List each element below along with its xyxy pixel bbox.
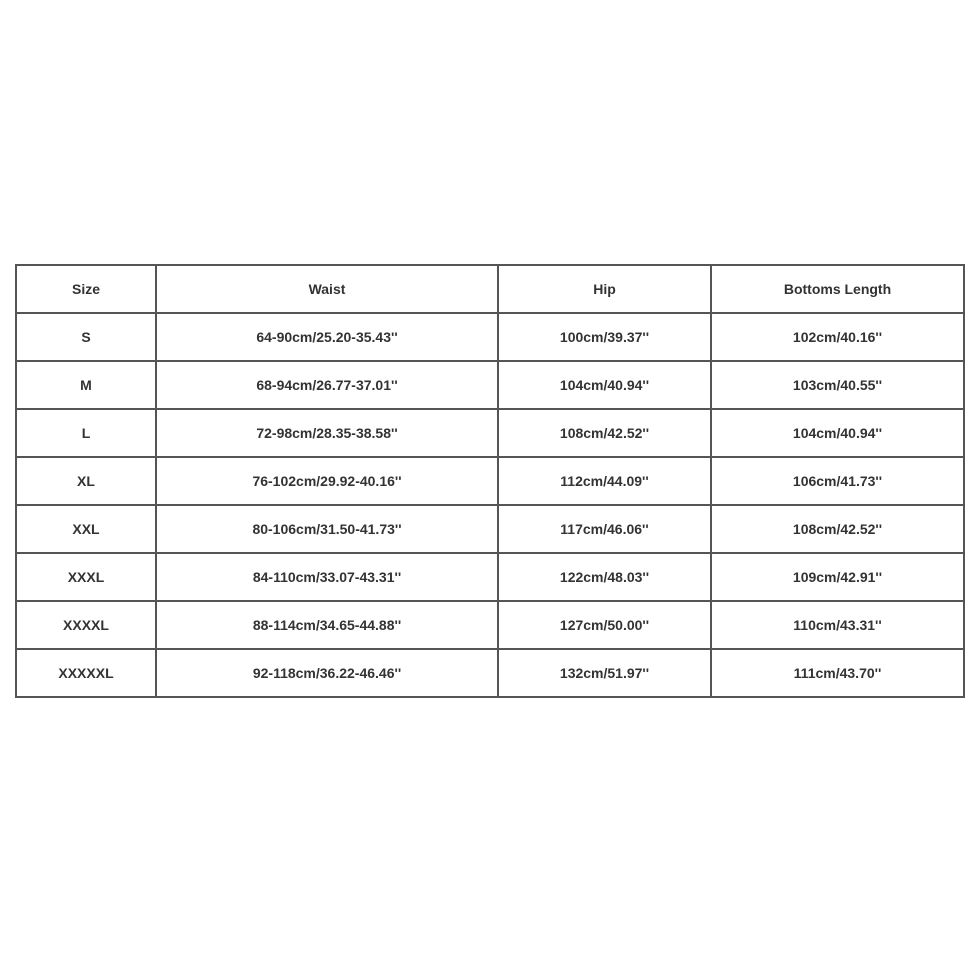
header-bottoms-length: Bottoms Length bbox=[711, 265, 964, 313]
cell-size: XXL bbox=[16, 505, 156, 553]
cell-bottoms-length: 111cm/43.70'' bbox=[711, 649, 964, 697]
size-chart-table bbox=[15, 264, 965, 698]
header-size: Size bbox=[16, 265, 156, 313]
cell-hip: 108cm/42.52'' bbox=[498, 409, 711, 457]
header-row bbox=[16, 265, 964, 313]
cell-size: XXXL bbox=[16, 553, 156, 601]
table-row bbox=[16, 409, 964, 457]
table-row bbox=[16, 649, 964, 697]
cell-hip: 104cm/40.94'' bbox=[498, 361, 711, 409]
cell-bottoms-length: 103cm/40.55'' bbox=[711, 361, 964, 409]
cell-bottoms-length: 106cm/41.73'' bbox=[711, 457, 964, 505]
cell-hip: 112cm/44.09'' bbox=[498, 457, 711, 505]
cell-size: XL bbox=[16, 457, 156, 505]
cell-waist: 80-106cm/31.50-41.73'' bbox=[156, 505, 498, 553]
cell-bottoms-length: 110cm/43.31'' bbox=[711, 601, 964, 649]
header-hip: Hip bbox=[498, 265, 711, 313]
cell-bottoms-length: 104cm/40.94'' bbox=[711, 409, 964, 457]
cell-size: L bbox=[16, 409, 156, 457]
table-row bbox=[16, 601, 964, 649]
cell-size: XXXXXL bbox=[16, 649, 156, 697]
cell-waist: 64-90cm/25.20-35.43'' bbox=[156, 313, 498, 361]
table-row bbox=[16, 361, 964, 409]
cell-bottoms-length: 109cm/42.91'' bbox=[711, 553, 964, 601]
cell-waist: 68-94cm/26.77-37.01'' bbox=[156, 361, 498, 409]
table-row bbox=[16, 553, 964, 601]
cell-waist: 84-110cm/33.07-43.31'' bbox=[156, 553, 498, 601]
cell-hip: 122cm/48.03'' bbox=[498, 553, 711, 601]
table-row bbox=[16, 505, 964, 553]
cell-waist: 76-102cm/29.92-40.16'' bbox=[156, 457, 498, 505]
table-row bbox=[16, 457, 964, 505]
table-row bbox=[16, 313, 964, 361]
header-waist: Waist bbox=[156, 265, 498, 313]
cell-hip: 117cm/46.06'' bbox=[498, 505, 711, 553]
cell-hip: 127cm/50.00'' bbox=[498, 601, 711, 649]
cell-hip: 132cm/51.97'' bbox=[498, 649, 711, 697]
cell-bottoms-length: 102cm/40.16'' bbox=[711, 313, 964, 361]
cell-waist: 72-98cm/28.35-38.58'' bbox=[156, 409, 498, 457]
cell-bottoms-length: 108cm/42.52'' bbox=[711, 505, 964, 553]
cell-size: M bbox=[16, 361, 156, 409]
cell-waist: 92-118cm/36.22-46.46'' bbox=[156, 649, 498, 697]
cell-size: S bbox=[16, 313, 156, 361]
cell-size: XXXXL bbox=[16, 601, 156, 649]
cell-waist: 88-114cm/34.65-44.88'' bbox=[156, 601, 498, 649]
cell-hip: 100cm/39.37'' bbox=[498, 313, 711, 361]
